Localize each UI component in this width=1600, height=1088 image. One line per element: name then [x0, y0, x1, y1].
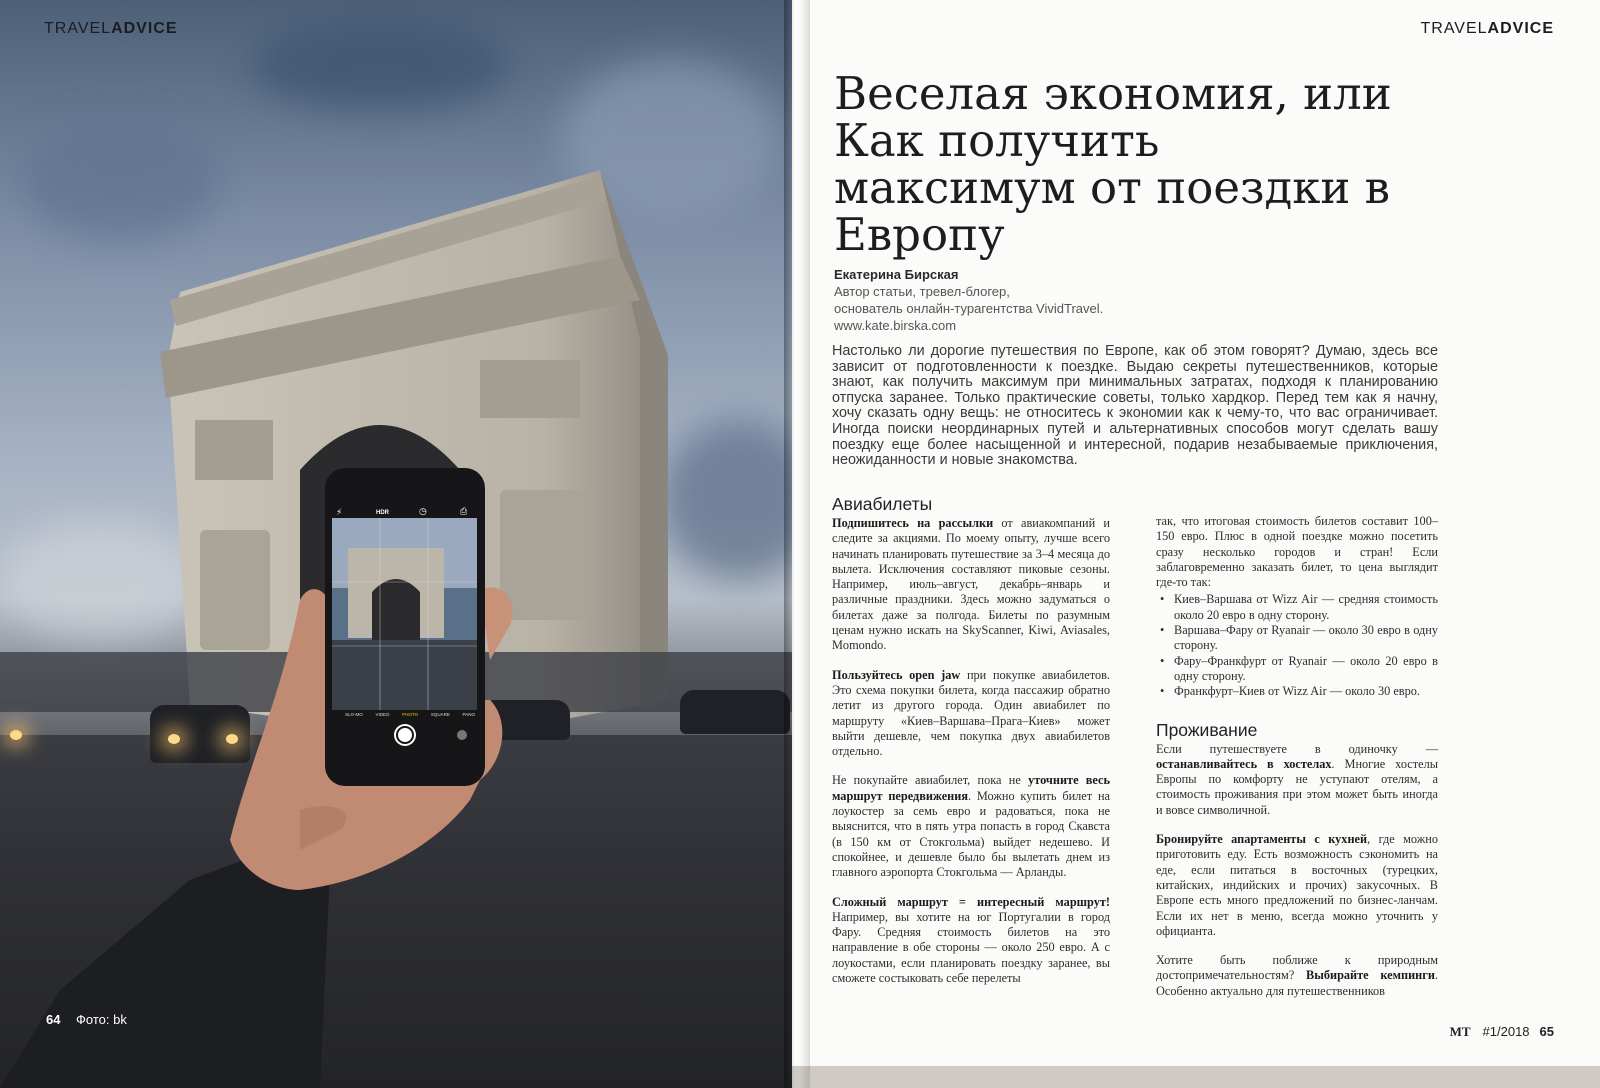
- section-heading-accommodation: Проживание: [1156, 719, 1258, 740]
- phone-mode-slomo: SLO-MO: [345, 712, 363, 717]
- article-headline: Веселая экономия, или Как получить максимум от поездки в Европу: [834, 67, 1392, 261]
- section-heading-flights: Авиабилеты: [832, 494, 933, 514]
- section-brand-left: TRAVELADVICE: [44, 20, 178, 37]
- paragraph: Не покупайте авиабилет, пока не уточните весь маршрут передвижения. Можно купить билет на лоукостер за семь евро и радоваться, пока не выяснится, что в пять утра попасть в город Скавста (в 150 км от Стокгольма) выйдет недешево. И спокойнее, и дешевле было бы вылетать днем из главного аэропорта Стокгольма — Арланды.: [832, 773, 1110, 880]
- paragraph: Бронируйте апартаменты с кухней, где можно приготовить еду. Есть возможность сэкономить на еде, если питаться в восточных (турецких, китайских, индийских и прочих) закусочных. В Европе есть много предложений по бизнес-ланчам. Если их нет в меню, всегда можно уточнить у официанта.: [1156, 832, 1439, 938]
- paragraph: Хотите быть поближе к природным достопримечательностям? Выбирайте кемпинги. Особенно актуально для путешественников: [1156, 953, 1438, 998]
- page-number-right: 65: [1539, 1024, 1554, 1039]
- phone-timer-icon: ◷: [419, 507, 427, 517]
- photo-credit: Фото: bk: [76, 1012, 127, 1027]
- right-page-article: [792, 0, 1600, 1066]
- phone-mode-square: SQUARE: [430, 712, 450, 717]
- section-brand-right: TRAVELADVICE: [1420, 20, 1554, 37]
- paragraph: Пользуйтесь open jaw при покупке авиабилетов. Это схема покупки билета, когда пассажир обратно летит из другого города. Один авиабилет по маршруту «Киев–Варшава–Прага–Киев» может выйти дешевле, чем покупка двух авиабилетов отдельно.: [832, 667, 1110, 759]
- list-item: • Варшава–Фару от Ryanair — около 30 евро в одну сторону.: [1156, 623, 1438, 654]
- list-item: • Франкфурт–Киев от Wizz Air — около 30 евро.: [1156, 684, 1438, 699]
- phone-camera-flip-icon: ⎙: [460, 507, 468, 517]
- page-footer-right: [1450, 1024, 1554, 1040]
- paragraph: Подпишитесь на рассылки от авиакомпаний и следите за акциями. По моему опыту, лучше всего начинать планировать путешествие за 3–4 месяца до вылета. Исключения составляют пиковые сезоны. Например, июль–август, декабрь–январь и различные праздники. Здесь можно задуматься о билетах даже за полгода. Билеты по разумным ценам нужно искать на SkyScanner, Kiwi, Aviasales, Momondo.: [832, 516, 1111, 653]
- magazine-spine-shadow: [784, 0, 810, 1088]
- author-block: [834, 266, 1103, 334]
- magazine-logo: MT: [1449, 1024, 1471, 1039]
- issue-number: #1/2018: [1482, 1024, 1530, 1039]
- list-item: • Киев–Варшава от Wizz Air — средняя стоимость около 20 евро в одну сторону.: [1156, 592, 1438, 623]
- paragraph: Если путешествуете в одиночку — останавливайтесь в хостелах. Многие хостелы Европы по комфорту не уступают отелям, а стоимость проживания при этом может быть иногда и вовсе символичной.: [1156, 741, 1438, 817]
- phone-mode-video: VIDEO: [375, 712, 390, 717]
- article-lead: Настолько ли дорогие путешествия по Европе, как об этом говорят? Думаю, здесь все зависит от подготовленности к поездке. Выдаю секреты путешественников, которые знают, как получить максимум при минимальных затратах, подходя к планированию отпуска заранее. Только практические советы, только хардкор. Перед тем как я начну, хочу сказать одну вещь: не относитесь к экономии как к чему-то, что вас ограничивает. Иногда поиски неординарных путей и альтернативных способов могут сделать вашу поездку еще более насыщенной и интересной, подарив незабываемые приключения, неожиданности и новые знакомства.: [832, 343, 1438, 469]
- phone-mode-bar: [345, 712, 475, 717]
- article-column-1: [832, 494, 1110, 1000]
- left-page-photo: [0, 0, 792, 1088]
- phone-mode-pano: PANO: [462, 712, 475, 717]
- author-website: www.kate.birska.com: [834, 318, 957, 333]
- article-column-2: [1156, 514, 1438, 1013]
- author-role-2: основатель онлайн-турагентства VividTravel.: [834, 301, 1104, 316]
- phone-flash-icon: ⚡: [336, 508, 343, 518]
- paragraph: Сложный маршрут = интересный маршрут! Например, вы хотите на юг Португалии в город Фару. Средняя стоимость билетов на это направление в обе стороны — около 250 евро. А с лоукостами, если планировать поездку заранее, вы сможете состыковать себе перелеты: [832, 894, 1110, 986]
- paragraph: так, что итоговая стоимость билетов составит 100–150 евро. Плюс в одной поездке можно посетить сразу несколько городов и стран! Если заблаговременно заказать билет, то цена выглядит где-то так:: [1156, 514, 1438, 590]
- phone-mode-photo: PHOTO: [402, 712, 419, 717]
- page-number-left: 64: [46, 1012, 61, 1027]
- author-role: Автор статьи, тревел-блогер,: [834, 284, 1010, 299]
- list-item: • Фару–Франкфурт от Ryanair — около 20 евро в одну сторону.: [1156, 654, 1438, 685]
- price-list: [1156, 592, 1438, 699]
- author-name: Екатерина Бирская: [834, 267, 959, 282]
- hand-holding-phone: [0, 0, 792, 1088]
- phone-hdr-label: HDR: [376, 510, 389, 516]
